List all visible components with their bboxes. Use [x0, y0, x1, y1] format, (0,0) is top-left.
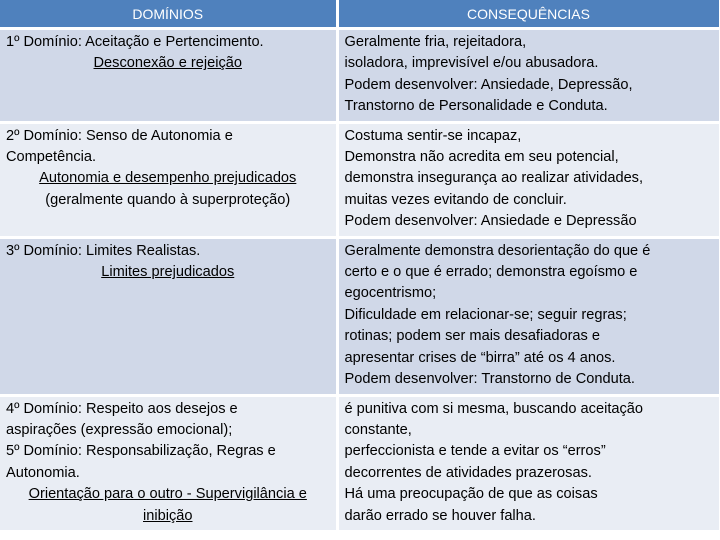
consequence-line: Dificuldade em relacionar-se; seguir regras;: [344, 306, 627, 323]
consequence-line: Podem desenvolver: Transtorno de Conduta.: [344, 371, 635, 388]
consequence-line: darão errado se houver falha.: [344, 507, 536, 524]
domain-line: 4º Domínio: Respeito aos desejos e: [6, 400, 238, 417]
consequence-line: é punitiva com si mesma, buscando aceitação: [344, 400, 644, 417]
header-consequences: CONSEQUÊNCIAS: [337, 0, 720, 29]
table-row: [0, 122, 720, 237]
consequence-line: Geralmente fria, rejeitadora,: [344, 34, 527, 50]
consequence-line: Demonstra não acredita em seu potencial,: [344, 149, 619, 166]
table-row: [0, 237, 720, 395]
consequence-line: Podem desenvolver: Ansiedade, Depressão,: [344, 76, 633, 93]
consequence-cell: [337, 29, 720, 123]
consequence-line: isoladora, imprevisível e/ou abusadora.: [344, 55, 599, 72]
domain-cell: [0, 122, 337, 237]
domain-subtitle: (geralmente quando à superproteção): [45, 191, 291, 208]
header-row: [0, 0, 720, 29]
domain-line: Autonomia.: [6, 464, 80, 481]
domain-cell: [0, 29, 337, 123]
domain-line: 1º Domínio: Aceitação e Pertencimento.: [6, 34, 264, 50]
domain-subtitle: Autonomia e desempenho prejudicados: [39, 170, 297, 187]
domain-subtitle: Orientação para o outro - Supervigilância e: [28, 486, 307, 503]
consequence-line: Geralmente demonstra desorientação do que é: [344, 242, 651, 259]
domain-subtitle: Limites prejudicados: [101, 264, 235, 281]
consequence-line: Podem desenvolver: Ansiedade e Depressão: [344, 213, 637, 230]
consequence-line: constante,: [344, 421, 412, 438]
table-row: [0, 395, 720, 531]
domain-line: aspirações (expressão emocional);: [6, 421, 233, 438]
domain-line: 3º Domínio: Limites Realistas.: [6, 242, 201, 259]
consequence-line: decorrentes de atividades prazerosas.: [344, 464, 592, 481]
domain-line: 5º Domínio: Responsabilização, Regras e: [6, 443, 276, 460]
table-row: [0, 29, 720, 123]
domain-subtitle: inibição: [143, 507, 193, 524]
consequence-line: Transtorno de Personalidade e Conduta.: [344, 98, 608, 115]
domain-subtitle: Desconexão e rejeição: [93, 55, 242, 72]
consequence-line: apresentar crises de “birra” até os 4 anos.: [344, 349, 616, 366]
domain-cell: [0, 395, 337, 531]
consequence-line: perfeccionista e tende a evitar os “erros”: [344, 443, 606, 460]
domain-line: 2º Domínio: Senso de Autonomia e: [6, 127, 233, 144]
domain-line: Competência.: [6, 149, 97, 166]
consequence-line: egocentrismo;: [344, 285, 437, 302]
consequence-line: Costuma sentir-se incapaz,: [344, 127, 522, 144]
header-domains: DOMÍNIOS: [0, 0, 337, 29]
consequence-line: muitas vezes evitando de concluir.: [344, 191, 567, 208]
consequence-cell: [337, 122, 720, 237]
consequence-line: rotinas; podem ser mais desafiadoras e: [344, 328, 601, 345]
consequence-cell: [337, 395, 720, 531]
consequence-line: demonstra insegurança ao realizar atividades,: [344, 170, 644, 187]
domain-cell: [0, 237, 337, 395]
consequence-cell: [337, 237, 720, 395]
consequence-line: Há uma preocupação de que as coisas: [344, 486, 598, 503]
consequence-line: certo e o que é errado; demonstra egoísmo e: [344, 264, 638, 281]
